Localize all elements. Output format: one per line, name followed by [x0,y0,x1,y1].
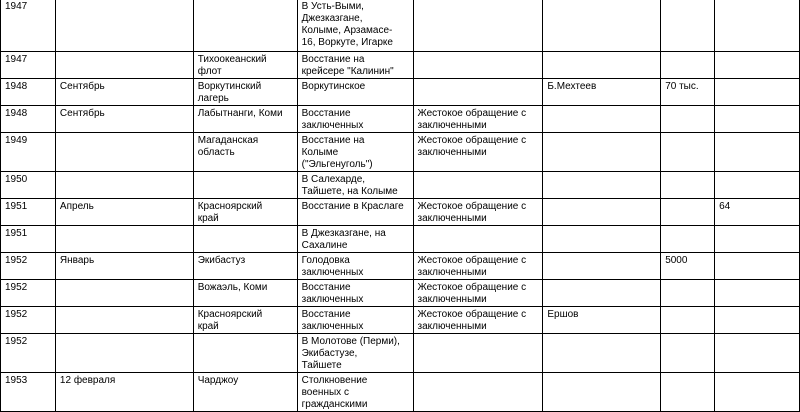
table-cell [413,79,543,106]
table-cell: Голодовка заключенных [297,253,413,280]
table-cell [715,226,800,253]
table-cell [55,226,193,253]
table-cell: 1953 [1,373,56,412]
table-cell: 64 [715,199,800,226]
table-cell [543,280,661,307]
table-cell: Жестокое обращение с заключенными [413,133,543,172]
table-cell: Восстание заключенных [297,307,413,334]
table-cell [715,373,800,412]
table-cell [55,52,193,79]
table-cell: Жестокое обращение с заключенными [413,307,543,334]
table-cell [55,334,193,373]
table-cell [413,373,543,412]
table-cell: Вожаэль, Коми [193,280,297,307]
table-cell: 1949 [1,133,56,172]
table-cell: 5000 [661,253,715,280]
table-cell [661,106,715,133]
table-row [1,172,800,199]
table-cell [661,133,715,172]
table-cell: Январь [55,253,193,280]
table-cell: Апрель [55,199,193,226]
table-row [1,52,800,79]
table-cell [715,106,800,133]
table-cell [661,226,715,253]
table-cell [543,226,661,253]
table-cell: Воркутинское [297,79,413,106]
table-row [1,226,800,253]
table-row [1,106,800,133]
table-cell [193,0,297,52]
table-cell: Жестокое обращение с заключенными [413,106,543,133]
table-cell: Столкновение военных с гражданскими [297,373,413,412]
table-cell: Магаданская область [193,133,297,172]
table-cell: Чарджоу [193,373,297,412]
table-row [1,334,800,373]
table-cell: Восстание в Краслаге [297,199,413,226]
table-cell [413,172,543,199]
table-cell [715,172,800,199]
table-cell [413,0,543,52]
table-cell: Восстание на Колыме ("Эльгенуголь") [297,133,413,172]
table-cell [661,172,715,199]
table-row [1,0,800,52]
table-row [1,373,800,412]
table-cell: Восстание заключенных [297,106,413,133]
table-cell [193,172,297,199]
table-cell: В Салехарде, Тайшете, на Колыме [297,172,413,199]
table-cell: Жестокое обращение с заключенными [413,253,543,280]
table-cell: 1951 [1,226,56,253]
table-cell: Восстание заключенных [297,280,413,307]
table-cell [543,199,661,226]
table-body [1,0,800,412]
table-cell [661,199,715,226]
table-cell [543,0,661,52]
table-cell [715,133,800,172]
table-row [1,199,800,226]
table-cell [413,226,543,253]
table-cell [543,106,661,133]
table-cell [661,307,715,334]
table-cell [413,52,543,79]
table-cell: 1952 [1,307,56,334]
table-cell: 12 февраля [55,373,193,412]
table-cell: Красноярский край [193,199,297,226]
table-cell: 1951 [1,199,56,226]
table-cell: Красноярский край [193,307,297,334]
table-row [1,133,800,172]
table-cell: 1948 [1,79,56,106]
table-cell [715,79,800,106]
table-cell: 1947 [1,52,56,79]
table-cell [55,307,193,334]
table-cell [715,52,800,79]
table-cell: Восстание на крейсере "Калинин" [297,52,413,79]
table-cell: Жестокое обращение с заключенными [413,199,543,226]
table-cell [55,172,193,199]
table-cell [193,334,297,373]
table-cell [715,307,800,334]
table-cell: Сентябрь [55,106,193,133]
table-cell: Сентябрь [55,79,193,106]
table-row [1,79,800,106]
table-cell: 1948 [1,106,56,133]
table-cell [55,0,193,52]
table-cell [55,280,193,307]
table-cell [543,373,661,412]
table-cell [661,52,715,79]
table-cell [661,0,715,52]
table-cell: 1952 [1,280,56,307]
table-cell: Жестокое обращение с заключенными [413,280,543,307]
table-cell: В Усть-Выми, Джезказгане, Колыме, Арзамасе- 16, Воркуте, Игарке [297,0,413,52]
table-cell: 1950 [1,172,56,199]
table-cell: Воркутинский лагерь [193,79,297,106]
table-cell [543,253,661,280]
table-cell [715,0,800,52]
table-row [1,307,800,334]
table-cell [543,334,661,373]
table-cell [715,280,800,307]
table-row [1,253,800,280]
table-cell: Б.Мехтеев [543,79,661,106]
table-cell: Лабытнанги, Коми [193,106,297,133]
table-cell: Ершов [543,307,661,334]
table-cell: Экибастуз [193,253,297,280]
table-cell [543,133,661,172]
table-cell: 1952 [1,253,56,280]
table-cell [193,226,297,253]
table-cell [413,334,543,373]
table-cell: 70 тыс. [661,79,715,106]
table-cell [661,280,715,307]
table-cell [715,334,800,373]
table-cell [55,133,193,172]
table-row [1,280,800,307]
table-cell: Тихоокеанский флот [193,52,297,79]
table-cell [543,172,661,199]
table-cell [661,334,715,373]
table-cell: В Молотове (Перми), Экибастузе, Тайшете [297,334,413,373]
table-cell [661,373,715,412]
table-cell [715,253,800,280]
table-cell [543,52,661,79]
table-cell: 1947 [1,0,56,52]
table-cell: В Джезказгане, на Сахалине [297,226,413,253]
table-cell: 1952 [1,334,56,373]
